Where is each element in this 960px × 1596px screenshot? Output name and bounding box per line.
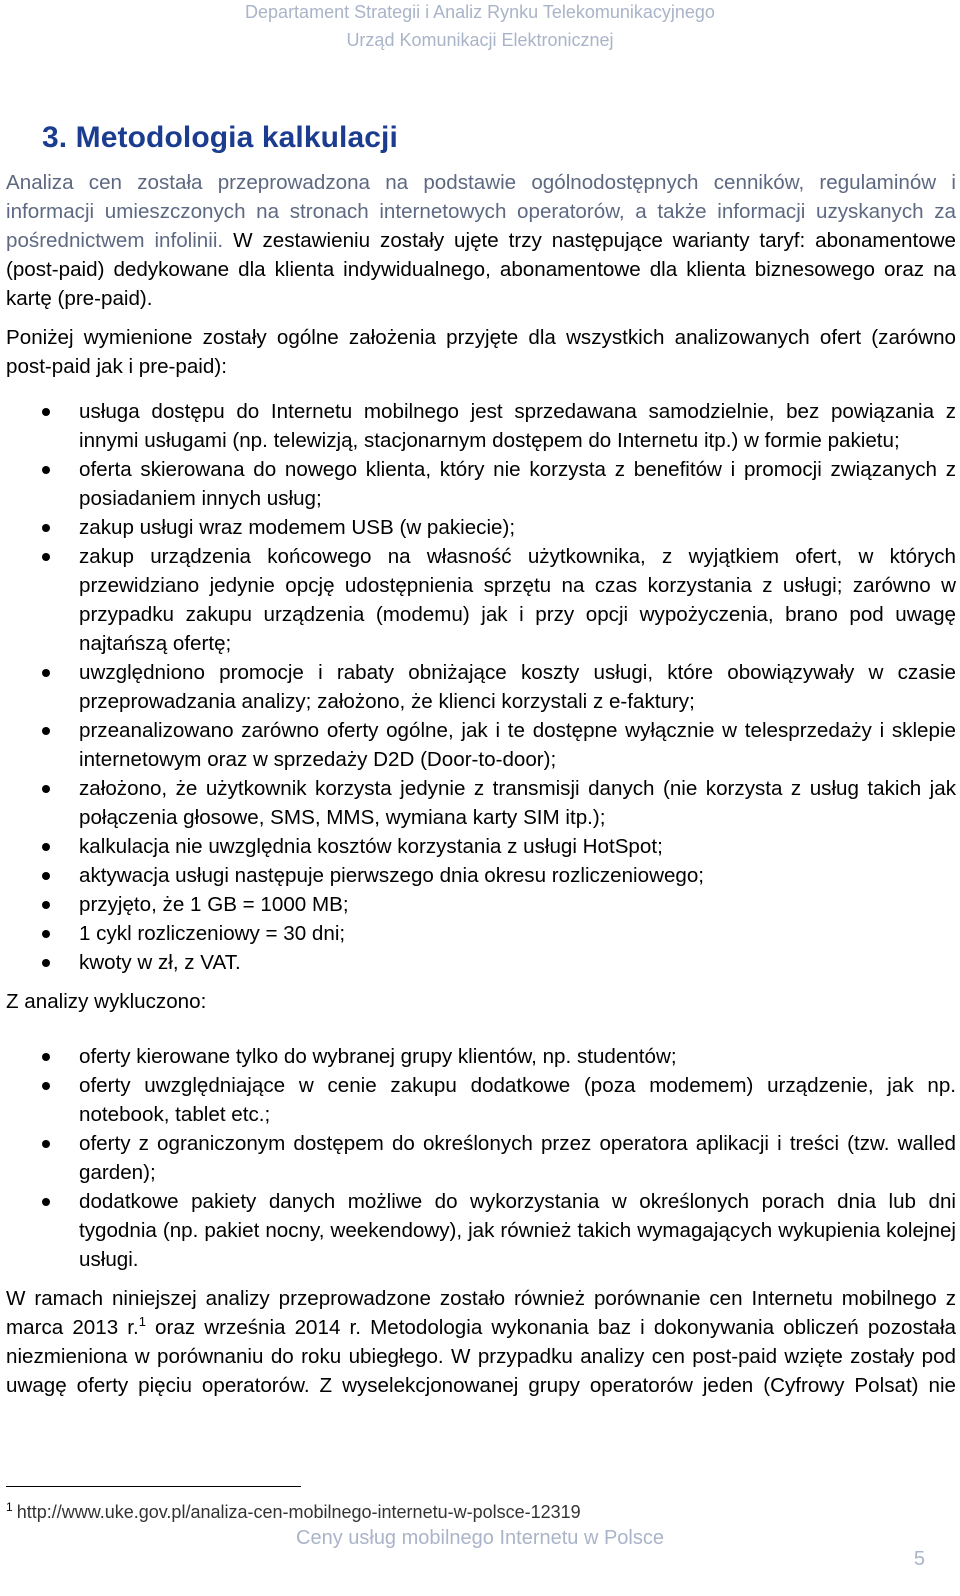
page-number: 5	[913, 1548, 925, 1570]
closing-text-1: W ramach niniejszej analizy przeprowadzone zostało również porównanie cen Internetu mobilnego z marca 2013 r.	[6, 1287, 956, 1339]
footnote-divider	[6, 1486, 301, 1487]
list-item: dodatkowe pakiety danych możliwe do wykorzystania w określonych porach dnia lub dni tygodnia (np. pakiet nocny, weekendowy), jak również takich wymagających wykupienia kolejnej usługi.	[6, 1187, 956, 1274]
footnote	[6, 1499, 581, 1525]
intro-rest-text: W zestawieniu zostały ujęte trzy następujące warianty taryf: abonamentowe (post-paid) dedykowane dla klienta indywidualnego, abonamentowe dla klienta biznesowego oraz na kartę (pre-paid).	[6, 229, 956, 310]
list-item: usługa dostępu do Internetu mobilnego jest sprzedawana samodzielnie, bez powiązania z innymi usługami (np. telewizją, stacjonarnym dostępem do Internetu itp.) w formie pakietu;	[6, 397, 956, 455]
footer-title: Ceny usług mobilnego Internetu w Polsce	[296, 1527, 664, 1549]
list-item: założono, że użytkownik korzysta jedynie z transmisji danych (nie korzysta z usług takich jak połączenia głosowe, SMS, MMS, wymiana karty SIM itp.);	[6, 774, 956, 832]
list-item: aktywacja usługi następuje pierwszego dnia okresu rozliczeniowego;	[6, 861, 956, 890]
list-item: przyjęto, że 1 GB = 1000 MB;	[6, 890, 956, 919]
list-item: oferty kierowane tylko do wybranej grupy klientów, np. studentów;	[6, 1042, 956, 1071]
footnote-reference: 1	[138, 1314, 146, 1330]
assumptions-intro: Poniżej wymienione zostały ogólne założenia przyjęte dla wszystkich analizowanych ofert (zarówno post-paid jak i pre-paid):	[6, 326, 956, 378]
header-department: Departament Strategii i Analiz Rynku Telekomunikacyjnego	[245, 2, 715, 22]
intro-paragraph	[6, 168, 956, 313]
closing-paragraph	[6, 1284, 956, 1400]
list-item: zakup urządzenia końcowego na własność użytkownika, z wyjątkiem ofert, w których przewidziano jedynie opcję udostępnienia sprzętu na czas korzystania z usługi; zarówno w przypadku zakupu urządzenia (modemu) jak i przy opcji wypożyczenia, brano pod uwagę najtańszą ofertę;	[6, 542, 956, 658]
document-body	[6, 168, 956, 1400]
closing-text-2: oraz września 2014 r. Metodologia wykonania baz i dokonywania obliczeń pozostała niezmieniona w porównaniu do roku ubiegłego. W przypadku analizy cen post-paid wzięte zostały pod uwagę oferty pięciu operatorów. Z wyselekcjonowanej grupy operatorów jeden (Cyfrowy Polsat) nie	[6, 1316, 956, 1397]
intro-grey-text: Analiza cen została przeprowadzona na podstawie ogólnodostępnych cenników, regulaminów i informacji umieszczonych na stronach internetowych operatorów, a także informacji uzyskanych za pośrednictwem infolinii.	[6, 171, 956, 252]
list-item: zakup usługi wraz modemem USB (w pakiecie);	[6, 513, 956, 542]
list-item: oferty uwzględniające w cenie zakupu dodatkowe (poza modemem) urządzenie, jak np. notebook, tablet etc.;	[6, 1071, 956, 1129]
assumptions-list	[6, 397, 956, 977]
list-item: 1 cykl rozliczeniowy = 30 dni;	[6, 919, 956, 948]
excluded-list	[6, 1042, 956, 1274]
list-item: kalkulacja nie uwzględnia kosztów korzystania z usługi HotSpot;	[6, 832, 956, 861]
footnote-number: 1	[6, 1500, 13, 1514]
section-title: 3. Metodologia kalkulacji	[42, 121, 398, 154]
list-item: uwzględniono promocje i rabaty obniżające koszty usługi, które obowiązywały w czasie przeprowadzania analizy; założono, że klienci korzystali z e-faktury;	[6, 658, 956, 716]
list-item: kwoty w zł, z VAT.	[6, 948, 956, 977]
header-office: Urząd Komunikacji Elektronicznej	[346, 30, 614, 50]
list-item: oferty z ograniczonym dostępem do określonych przez operatora aplikacji i treści (tzw. walled garden);	[6, 1129, 956, 1187]
footnote-link[interactable]: http://www.uke.gov.pl/analiza-cen-mobilnego-internetu-w-polsce-12319	[16, 1502, 581, 1522]
list-item: przeanalizowano zarówno oferty ogólne, jak i te dostępne wyłącznie w telesprzedaży i sklepie internetowym oraz w sprzedaży D2D (Door-to-door);	[6, 716, 956, 774]
list-item: oferta skierowana do nowego klienta, który nie korzysta z benefitów i promocji związanych z posiadaniem innych usług;	[6, 455, 956, 513]
excluded-intro: Z analizy wykluczono:	[6, 990, 207, 1013]
